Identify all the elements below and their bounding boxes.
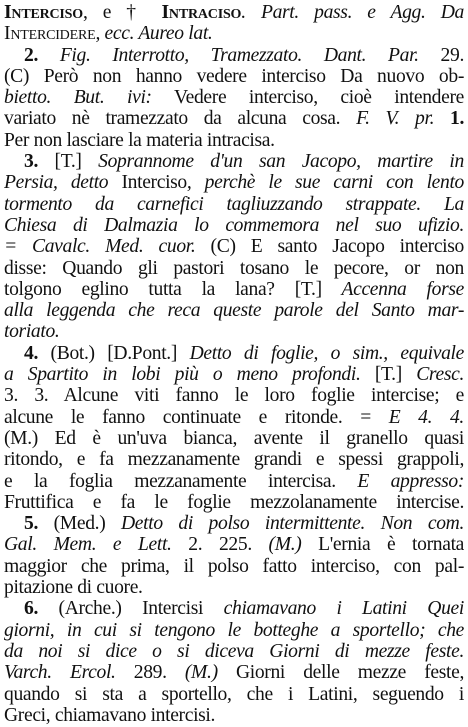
sense-text: alcune le fanno continuate e ritonde. = <box>4 406 389 428</box>
sense-citation: F. V. pr. <box>340 108 435 130</box>
sense-number: 3. <box>24 151 38 173</box>
sense-text: quando si sta a sportello, che i Latini, seguendo i <box>4 683 464 705</box>
headword: Interciso <box>4 2 83 23</box>
sense-definition: , perchè le sue carni con lento <box>186 172 464 194</box>
sense-6-line-4 <box>4 662 464 683</box>
sense-6-line-6 <box>4 705 464 725</box>
sense-text: 3. 3. Alcune viti fanno le loro foglie intercise; e <box>4 385 464 407</box>
etymology-word: Intercidere <box>4 23 96 45</box>
sense-citation: (M.) <box>251 534 302 556</box>
sense-definition: chiamavano i Latini Quei <box>203 598 464 620</box>
etymology-line <box>4 23 464 44</box>
grammar-note: . Part. pass. e Agg. Da <box>241 2 464 23</box>
sense-number: 4. <box>24 342 38 364</box>
sense-3-line-7 <box>4 279 464 300</box>
sense-number: 5. <box>24 513 38 535</box>
sense-5-line-1 <box>4 513 464 534</box>
sense-definition: Fig. Interrotto, Tramezzato. Dant. Par. <box>59 44 419 66</box>
dictionary-entry <box>4 2 464 725</box>
sense-domain: (Med.) <box>53 513 106 535</box>
sense-definition: Soprannome d'un san Jacopo, martire in <box>98 151 464 173</box>
sense-4-line-4 <box>4 407 464 428</box>
sense-4-line-3 <box>4 385 464 406</box>
sense-definition: tormento da carnefici tagliuzzando strappate. La <box>4 193 464 215</box>
sense-3-line-3 <box>4 194 464 215</box>
sense-text: ritondo, e fa mezzanamente grandi e spessi grappoli, <box>4 449 464 471</box>
sense-text: Per non lasciare la materia intracisa. <box>4 129 275 151</box>
sense-definition: Chiesa di Dalmazia lo commemora nel suo ufizio. <box>4 214 464 236</box>
sense-text: L'ernia è tornata <box>301 534 464 556</box>
sense-4-line-8 <box>4 492 464 513</box>
entry-heading-line <box>4 2 464 23</box>
sense-5-line-4 <box>4 577 464 598</box>
sense-citation-num: 2. 225. <box>171 534 252 556</box>
sense-citation: Varch. Ercol. <box>4 662 116 684</box>
sense-definition: detto <box>57 172 122 194</box>
sense-6-line-1 <box>4 598 464 619</box>
sense-2-line-2 <box>4 66 464 87</box>
etymology-tail: , ecc. Aureo lat. <box>95 23 213 45</box>
sense-text: pitazione di cuore. <box>4 577 143 599</box>
sense-definition: Accenna forse <box>321 278 464 300</box>
sense-number: 6. <box>24 598 38 620</box>
sense-text: e la foglia mezzanamente intercisa. <box>4 470 336 492</box>
sense-6-line-2 <box>4 620 464 641</box>
sense-text: (C) Però non hanno vedere interciso Da nuovo ob- <box>4 65 464 87</box>
variant-separator: , e † <box>82 2 162 23</box>
sense-6-line-3 <box>4 641 464 662</box>
sense-3-line-4 <box>4 215 464 236</box>
sense-text: disse: Quando gli pastori tosano le pecore, or non <box>4 257 464 279</box>
sense-number: 2. <box>24 44 38 66</box>
sense-citation: E appresso: <box>335 470 464 492</box>
sense-text: Fruttifica e fa le foglie mezzolanamente intercise. <box>4 491 464 513</box>
sense-definition: da noi si dice o si diceva Giorni di mezze feste. <box>4 640 464 662</box>
sense-text: tolgono eglino tutta la lana? [T.] <box>4 278 322 300</box>
sense-2-line-3 <box>4 87 464 108</box>
sense-definition: toriato. <box>4 321 60 343</box>
sense-3-line-5 <box>4 236 464 257</box>
sense-definition: Detto di foglie, o sim., equivale <box>177 342 464 364</box>
sense-6-line-5 <box>4 684 464 705</box>
sense-text: Vedere interciso, cioè intendere <box>151 87 464 109</box>
sense-3-line-9 <box>4 321 464 342</box>
sense-4-line-7 <box>4 471 464 492</box>
sense-text: Giorni delle mezze feste, <box>217 662 464 684</box>
sense-definition: giorni, in cui si tengono le botteghe a sportello; che <box>4 619 464 641</box>
sense-citation: Gal. Mem. e Lett. <box>4 534 172 556</box>
sense-definition: Detto di polso intermittente. Non com. <box>105 513 464 535</box>
sense-3-line-2 <box>4 172 464 193</box>
sense-5-line-2 <box>4 534 464 555</box>
sense-3-line-1 <box>4 151 464 172</box>
sense-text: (C) E santo Jacopo interciso <box>195 236 464 258</box>
sense-3-line-8 <box>4 300 464 321</box>
sense-text: Intercisi <box>121 598 204 620</box>
sense-citation: = Cavalc. Med. cuor. <box>4 236 196 258</box>
sense-text: Interciso <box>121 172 187 194</box>
sense-4-line-2 <box>4 364 464 385</box>
sense-citation: (M.) <box>166 662 218 684</box>
sense-4-line-5 <box>4 428 464 449</box>
sense-citation: E 4. 4. <box>388 406 464 428</box>
sense-2-line-1 <box>4 45 464 66</box>
sense-citation: Cresc. <box>401 364 464 386</box>
sense-domain: (Arche.) <box>58 598 122 620</box>
sense-citation-num: 289. <box>115 662 167 684</box>
sense-text: Greci, chiamavano intercisi. <box>4 704 216 725</box>
sense-5-line-3 <box>4 556 464 577</box>
sense-domain: (Bot.) [D.Pont.] <box>50 342 178 364</box>
sense-text: variato nè tramezzato da alcuna cosa. <box>4 108 341 130</box>
variant-headword: Intraciso <box>161 2 242 23</box>
sense-definition: Persia, <box>4 172 58 194</box>
sense-citation: bietto. But. ivi: <box>4 87 152 109</box>
sense-tag: [T.] <box>54 151 82 173</box>
sense-citation-num: 1. <box>434 108 464 130</box>
sense-tag: [T.] <box>360 364 402 386</box>
sense-text: maggior che prima, il polso fatto interciso, con pal- <box>4 555 464 577</box>
sense-4-line-6 <box>4 449 464 470</box>
sense-text: (M.) Ed è un'uva bianca, avente il granello quasi <box>4 427 464 449</box>
sense-3-line-6 <box>4 258 464 279</box>
sense-2-line-4 <box>4 108 464 129</box>
sense-2-line-5 <box>4 130 464 151</box>
sense-citation-num: 29. <box>440 44 464 66</box>
sense-definition: alla leggenda che reca queste parole del Santo mar- <box>4 300 464 322</box>
sense-definition: a Spartito in lobi più o meno profondi. <box>4 364 361 386</box>
sense-4-line-1 <box>4 343 464 364</box>
